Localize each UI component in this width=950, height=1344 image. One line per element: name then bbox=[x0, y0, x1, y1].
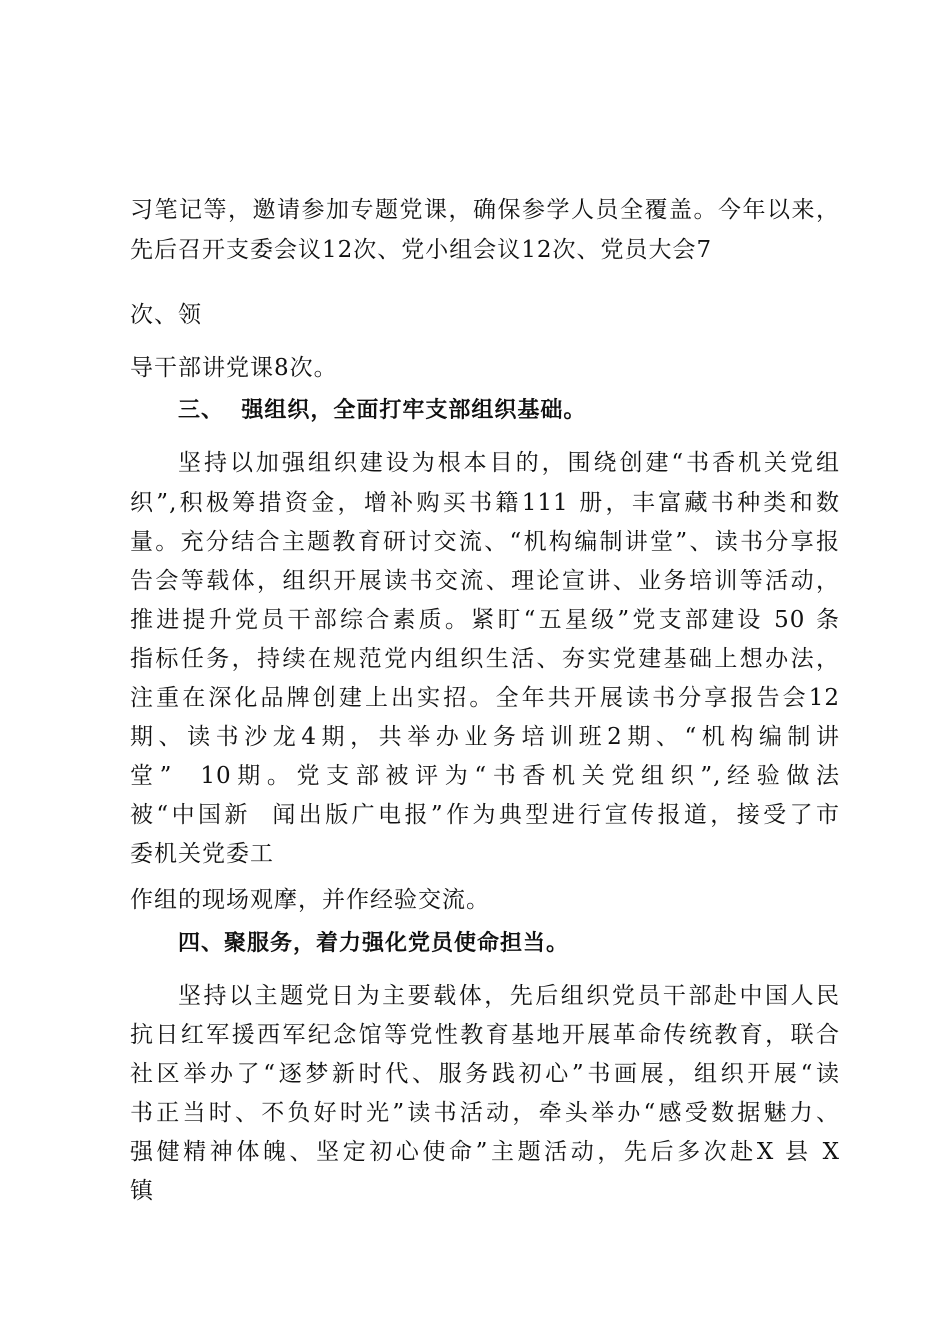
text-line: 书正当时、不负好时光”读书活动，牵头举办“感受数据魅力、 bbox=[130, 1100, 840, 1126]
text-line: 注重在深化品牌创建上出实招。全年共开展读书分享报告会12 bbox=[130, 685, 840, 711]
text-line: 次、领 bbox=[130, 302, 202, 328]
text-line: 导干部讲党课8次。 bbox=[130, 355, 338, 381]
text-line: 指标任务，持续在规范党内组织生活、夯实党建基础上想办法， bbox=[130, 646, 840, 672]
text-line: 期、读书沙龙4期，共举办业务培训班2期、“机构编制讲 bbox=[130, 724, 840, 750]
text-line: 委机关党委工 bbox=[130, 841, 274, 867]
text-line: 镇 bbox=[130, 1178, 154, 1204]
text-line: 量。充分结合主题教育研讨交流、“机构编制讲堂”、读书分享报 bbox=[130, 529, 840, 555]
text-line: 作组的现场观摩，并作经验交流。 bbox=[130, 887, 490, 913]
section-heading: 三、 强组织，全面打牢支部组织基础。 bbox=[178, 398, 587, 423]
text-line: 社区举办了“逐梦新时代、服务践初心”书画展，组织开展“读 bbox=[130, 1061, 840, 1087]
text-line: 抗日红军援西军纪念馆等党性教育基地开展革命传统教育，联合 bbox=[130, 1022, 840, 1048]
text-line: 坚持以加强组织建设为根本目的，围绕创建“书香机关党组 bbox=[178, 450, 840, 476]
text-line: 被“中国新 闻出版广电报”作为典型进行宣传报道，接受了市 bbox=[130, 802, 840, 828]
text-line: 习笔记等，邀请参加专题党课，确保参学人员全覆盖。今年以来， bbox=[130, 197, 840, 223]
text-line: 先后召开支委会议12次、党小组会议12次、党员大会7 bbox=[130, 237, 713, 263]
text-line: 堂” 10期。党支部被评为“书香机关党组织”,经验做法 bbox=[130, 763, 840, 789]
text-line: 强健精神体魄、坚定初心使命”主题活动，先后多次赴X 县 X bbox=[130, 1139, 840, 1165]
text-line: 织”,积极筹措资金，增补购买书籍111 册，丰富藏书种类和数 bbox=[130, 490, 840, 516]
text-line: 坚持以主题党日为主要载体，先后组织党员干部赴中国人民 bbox=[178, 983, 840, 1009]
text-line: 告会等载体，组织开展读书交流、理论宣讲、业务培训等活动， bbox=[130, 568, 840, 594]
text-line: 推进提升党员干部综合素质。紧盯“五星级”党支部建设 50 条 bbox=[130, 607, 840, 633]
section-heading: 四、聚服务，着力强化党员使命担当。 bbox=[178, 931, 570, 956]
